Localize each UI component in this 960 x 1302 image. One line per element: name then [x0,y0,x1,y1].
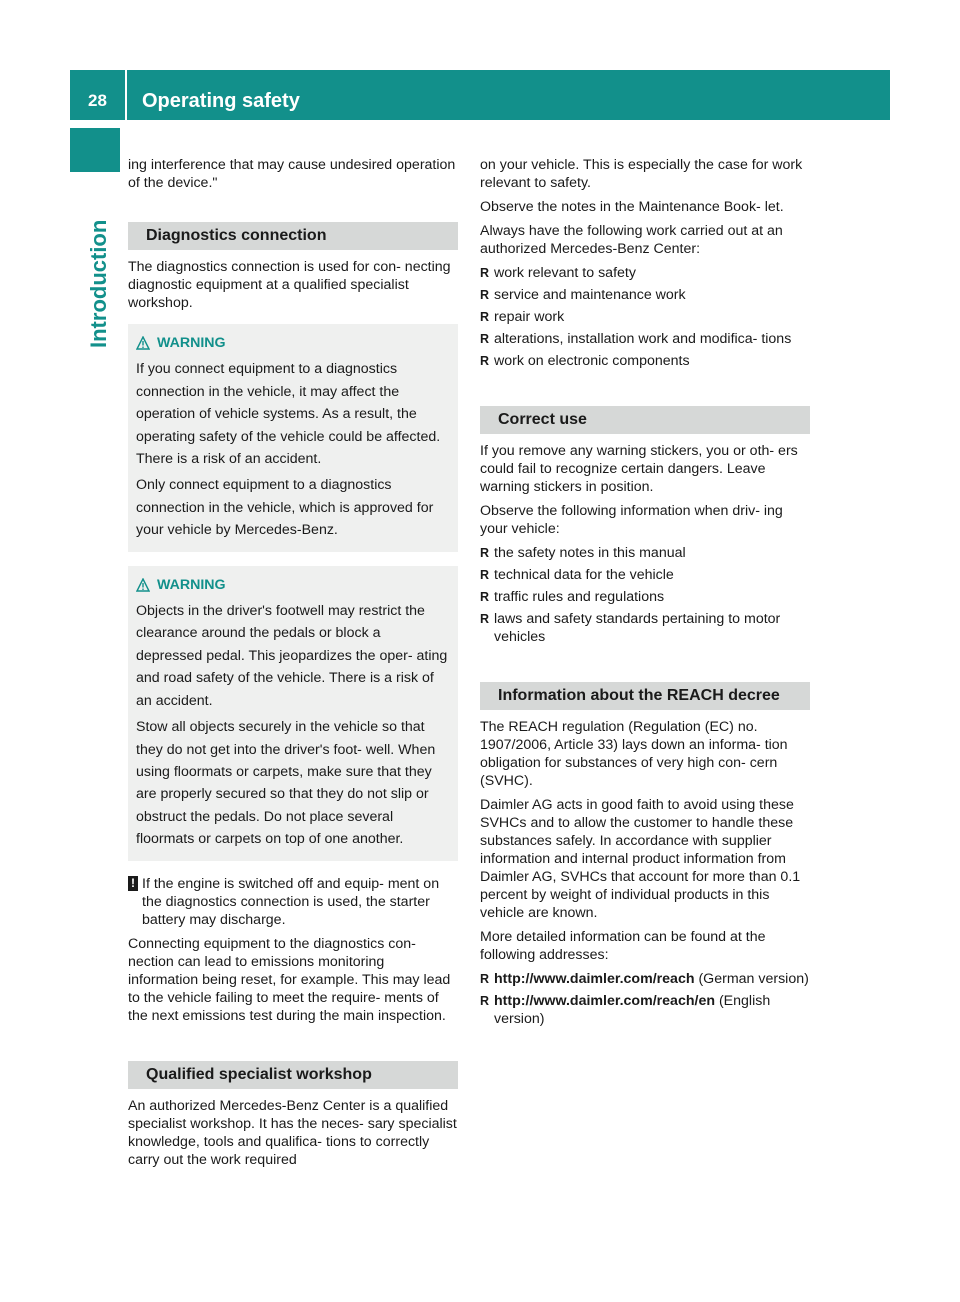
page-title: Operating safety [142,90,300,112]
paragraph: If you remove any warning stickers, you or oth- ers could fail to recognize certain dangers. Leave warning stickers in position. [480,443,798,495]
list-item: R the safety notes in this manual [480,544,810,562]
warning-header [136,332,450,354]
warning-label: WARNING [157,335,226,351]
list-item: R work relevant to safety [480,264,810,282]
connecting-paragraph: Connecting equipment to the diagnostics con- nection can lead to emissions monitoring information being reset, for example. This may lead to the vehicle failing to meet the require- ments of the next emissions test during the main inspection. [128,935,451,1024]
page-number: 28 [88,91,107,110]
left-column [128,156,458,1175]
list-item: R alterations, installation work and modifica- tions [480,330,810,348]
warning-box [128,324,458,552]
page-header [70,70,890,120]
paragraph: More detailed information can be found at the following addresses: [480,929,766,963]
section-heading-workshop: Qualified specialist workshop [128,1061,458,1089]
paragraph: The REACH regulation (Regulation (EC) no. 1907/2006, Article 33) lays down an informa- tion obligation for substances of very high con- cern (SVHC). [480,719,788,789]
list-item [480,970,810,988]
link-list [480,970,810,1028]
section-heading-reach: Information about the REACH decree [480,682,810,710]
reach-link-german[interactable]: http://www.daimler.com/reach [494,971,695,987]
diagnostics-paragraph: The diagnostics connection is used for con- necting diagnostic equipment at a qualified specialist workshop. [128,259,451,311]
section-heading-correct-use: Correct use [480,406,810,434]
list-item: R service and maintenance work [480,286,810,304]
paragraph: Daimler AG acts in good faith to avoid using these SVHCs and to allow the customer to handle these substances safely. In accordance with supplier information and internal product information from Daimler AG, SVHCs that account for more than 0.1 percent by weight of individual products in this vehicle are known. [480,797,801,921]
paragraph: Observe the notes in the Maintenance Book- let. [480,199,784,215]
right-column [480,156,810,1034]
warning-text: If you connect equipment to a diagnostics connection in the vehicle, it may affect the operation of vehicle systems. As a result, the operating safety of the vehicle could be affected. There is a risk of an accident. [136,361,441,468]
warning-label: WARNING [157,576,226,593]
correct-use-list [480,544,810,646]
list-item: R technical data for the vehicle [480,566,810,584]
warning-box [128,566,458,861]
workshop-paragraph: An authorized Mercedes-Benz Center is a qualified specialist workshop. It has the neces- sary specialist knowledge, tools and qualifica- tions to correctly carry out the work required [128,1097,457,1168]
note [128,875,458,929]
link-suffix: (German version) [694,971,809,987]
reach-link-english[interactable]: http://www.daimler.com/reach/en [494,993,716,1009]
warning-header [136,574,450,596]
list-item: R traffic rules and regulations [480,588,810,606]
intro-text: ing interference that may cause undesired operation of the device." [128,157,456,191]
work-list [480,264,810,370]
paragraph: on your vehicle. This is especially the case for work relevant to safety. [480,157,803,191]
list-item [480,992,810,1028]
warning-text: Stow all objects securely in the vehicle so that they do not get into the driver's foot- well. When using floormats or carpets, make sure that they are properly secured so that they do not slip or obstruct the pedals. Do not place several floormats or carpets on top of one another. [136,719,436,848]
warning-text: Only connect equipment to a diagnostics connection in the vehicle, which is approved for your vehicle by Mercedes-Benz. [136,477,434,539]
section-heading-diagnostics: Diagnostics connection [128,222,458,250]
warning-triangle-icon [136,336,150,350]
note-text: If the engine is switched off and equip- ment on the diagnostics connection is used, the starter battery may discharge. [142,875,440,928]
paragraph: Observe the following information when driv- ing your vehicle: [480,503,783,537]
list-item: R laws and safety standards pertaining to motor vehicles [480,610,810,646]
warning-text: Objects in the driver's footwell may restrict the clearance around the pedals or block a depressed pedal. This jeopardizes the oper- ating and road safety of the vehicle. There is a risk of an accident. [136,603,448,709]
exclamation-icon: ! [128,876,138,891]
link-suffix: (English version) [494,993,771,1027]
warning-triangle-icon [136,578,150,592]
header-divider [125,70,127,120]
side-tab-label: Introduction [86,219,111,348]
list-item: R repair work [480,308,810,326]
list-item: R work on electronic components [480,352,810,370]
paragraph: Always have the following work carried out at an authorized Mercedes-Benz Center: [480,223,783,257]
